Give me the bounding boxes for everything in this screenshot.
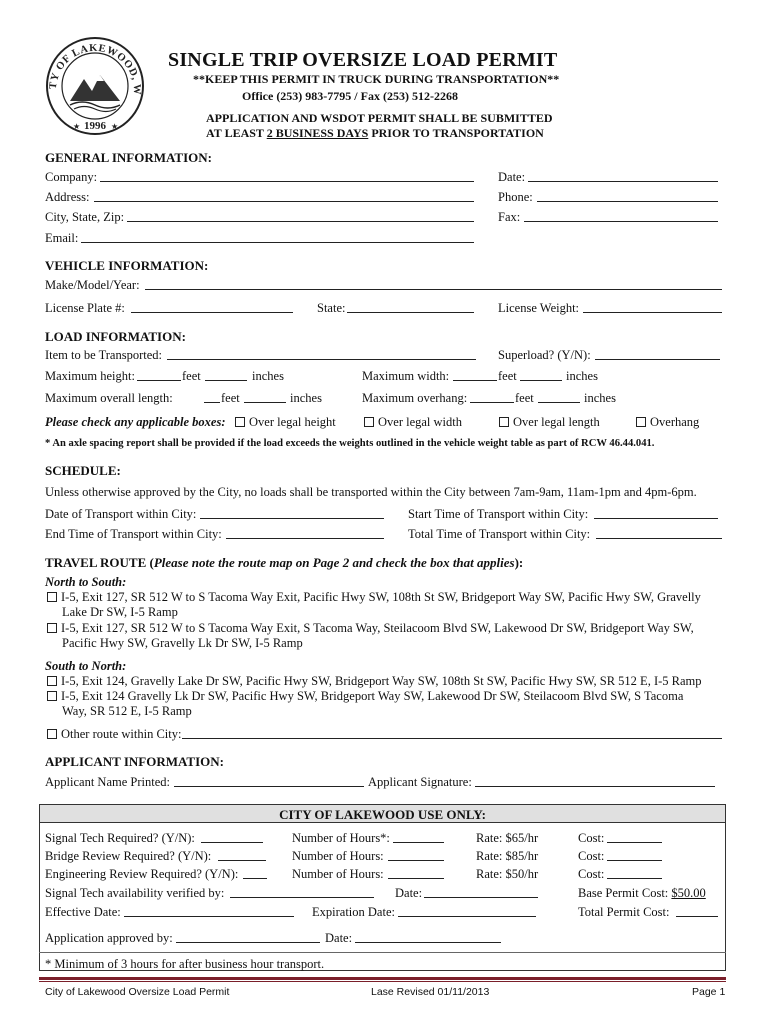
approved-date-field[interactable]	[355, 942, 501, 943]
schedule-heading: SCHEDULE:	[45, 463, 121, 478]
checkbox[interactable]	[47, 592, 57, 602]
engineering-review-required-field[interactable]	[243, 878, 267, 879]
signal-availability-label: Signal Tech availability verified by:	[45, 886, 225, 900]
item-field[interactable]	[167, 359, 476, 360]
cost-label: Cost:	[578, 849, 605, 863]
end-time-label: End Time of Transport within City:	[45, 527, 222, 541]
submit-note-line1: APPLICATION AND WSDOT PERMIT SHALL BE SUBMITTED	[206, 111, 553, 125]
hours-label: Number of Hours:	[292, 849, 384, 863]
weight-label: License Weight:	[498, 301, 580, 315]
max-overhang-feet-field[interactable]	[470, 402, 514, 403]
route-ns-2[interactable]: I-5, Exit 127, SR 512 W to S Tacoma Way Exit, S Tacoma Way, Steilacoom Blvd SW, Lakewood Dr SW, Bridgeport Way SW,	[47, 622, 694, 635]
transport-date-field[interactable]	[200, 518, 384, 519]
seal-year: 1996	[84, 120, 106, 132]
city-use-heading: CITY OF LAKEWOOD USE ONLY:	[279, 807, 486, 822]
applicant-name-label: Applicant Name Printed:	[45, 775, 170, 789]
checkbox[interactable]	[499, 417, 509, 427]
make-field[interactable]	[145, 289, 722, 290]
applicant-signature-field[interactable]	[475, 786, 715, 787]
applicant-name-field[interactable]	[174, 786, 364, 787]
page-title: SINGLE TRIP OVERSIZE LOAD PERMIT	[168, 49, 558, 71]
total-permit-cost-label: Total Permit Cost:	[578, 905, 670, 919]
date-label: Date:	[498, 170, 526, 184]
phone-field[interactable]	[537, 201, 718, 202]
address-label: Address:	[45, 190, 90, 204]
route-sn-1[interactable]: I-5, Exit 124, Gravelly Lake Dr SW, Pacific Hwy SW, Bridgeport Way SW, 108th St SW, Pacific Hwy SW, SR 512 E, I-5 Ramp	[47, 675, 702, 688]
approved-by-label: Application approved by:	[45, 931, 173, 945]
hours-engineering-field[interactable]	[388, 878, 444, 879]
engineering-review-required-label: Engineering Review Required? (Y/N):	[45, 867, 239, 881]
signal-tech-required-field[interactable]	[201, 842, 263, 843]
expiration-date-label: Expiration Date:	[312, 905, 395, 919]
expiration-date-field[interactable]	[398, 916, 536, 917]
max-width-label: Maximum width:	[362, 369, 450, 383]
approved-by-field[interactable]	[176, 942, 320, 943]
north-south-heading: North to South:	[45, 575, 127, 589]
over-legal-width-option[interactable]: Over legal width	[364, 416, 462, 429]
total-time-label: Total Time of Transport within City:	[408, 527, 591, 541]
bridge-review-required-field[interactable]	[218, 860, 266, 861]
inches-label: inches	[584, 391, 616, 405]
availability-date-field[interactable]	[424, 897, 538, 898]
fax-field[interactable]	[524, 221, 718, 222]
fax-label: Fax:	[498, 210, 521, 224]
max-length-inches-field[interactable]	[244, 402, 286, 403]
route-ns-2-cont: Pacific Hwy SW, Gravelly Lk Dr SW, I-5 Ramp	[62, 636, 303, 650]
phone-label: Phone:	[498, 190, 533, 204]
bridge-review-required-label: Bridge Review Required? (Y/N):	[45, 849, 212, 863]
item-label: Item to be Transported:	[45, 348, 163, 362]
cost-signal-field[interactable]	[607, 842, 662, 843]
max-width-inches-field[interactable]	[520, 380, 562, 381]
rate-bridge: Rate: $85/hr	[476, 849, 539, 863]
footer-rule-thin	[39, 981, 726, 982]
state-label: State:	[317, 301, 346, 315]
start-time-field[interactable]	[594, 518, 718, 519]
base-permit-cost: Base Permit Cost: $50.00	[578, 886, 706, 900]
over-legal-height-option[interactable]: Over legal height	[235, 416, 336, 429]
availability-date-label: Date:	[395, 886, 423, 900]
load-heading: LOAD INFORMATION:	[45, 329, 186, 344]
route-heading: TRAVEL ROUTE (Please note the route map on Page 2 and check the box that applies):	[45, 555, 524, 570]
checkbox[interactable]	[47, 623, 57, 633]
seal-text: TY OF LAKEWOOD, W	[47, 42, 143, 95]
other-route-field[interactable]	[182, 738, 722, 739]
cost-label: Cost:	[578, 831, 605, 845]
feet-label: feet	[182, 369, 201, 383]
checkbox[interactable]	[235, 417, 245, 427]
route-sn-2-cont: Way, SR 512 E, I-5 Ramp	[62, 704, 192, 718]
cost-bridge-field[interactable]	[607, 860, 662, 861]
route-ns-1[interactable]: I-5, Exit 127, SR 512 W to S Tacoma Way Exit, Pacific Hwy SW, 108th St SW, Bridgeport Way SW, Pacific Hwy SW, Gravelly	[47, 591, 701, 604]
max-width-feet-field[interactable]	[453, 380, 497, 381]
checkbox[interactable]	[364, 417, 374, 427]
minimum-hours-note: * Minimum of 3 hours for after business hour transport.	[45, 957, 325, 971]
effective-date-field[interactable]	[124, 916, 294, 917]
vehicle-heading: VEHICLE INFORMATION:	[45, 258, 209, 273]
email-label: Email:	[45, 231, 79, 245]
plate-label: License Plate #:	[45, 301, 125, 315]
checkbox[interactable]	[636, 417, 646, 427]
weight-field[interactable]	[583, 312, 722, 313]
footer-title: City of Lakewood Oversize Load Permit	[45, 986, 230, 998]
svg-text:★: ★	[73, 122, 81, 131]
city-label: City, State, Zip:	[45, 210, 125, 224]
plate-field[interactable]	[131, 312, 293, 313]
max-overhang-inches-field[interactable]	[538, 402, 580, 403]
route-sn-2[interactable]: I-5, Exit 124 Gravelly Lk Dr SW, Pacific Hwy SW, Bridgeport Way SW, Lakewood Dr SW, Steilacoom Blvd SW, S Tacoma	[47, 690, 683, 703]
superload-label: Superload? (Y/N):	[498, 348, 591, 362]
rate-signal: Rate: $65/hr	[476, 831, 539, 845]
inches-label: inches	[290, 391, 322, 405]
inches-label: inches	[252, 369, 284, 383]
signal-tech-required-label: Signal Tech Required? (Y/N):	[45, 831, 195, 845]
make-label: Make/Model/Year:	[45, 278, 140, 292]
cost-label: Cost:	[578, 867, 605, 881]
feet-label: feet	[498, 369, 517, 383]
max-length-label: Maximum overall length:	[45, 391, 173, 405]
hours-label: Number of Hours:	[292, 867, 384, 881]
hours-bridge-field[interactable]	[388, 860, 444, 861]
address-field[interactable]	[94, 201, 474, 202]
transport-date-label: Date of Transport within City:	[45, 507, 197, 521]
overhang-option[interactable]: Overhang	[636, 416, 699, 429]
state-field[interactable]	[347, 312, 474, 313]
footer-rule	[39, 977, 726, 980]
footer-page-number: Page 1	[692, 986, 726, 998]
checkbox[interactable]	[47, 729, 57, 739]
email-field[interactable]	[81, 242, 474, 243]
date-field[interactable]	[528, 181, 718, 182]
route-ns-1-cont: Lake Dr SW, I-5 Ramp	[62, 605, 178, 619]
inches-label: inches	[566, 369, 598, 383]
company-field[interactable]	[100, 181, 474, 182]
start-time-label: Start Time of Transport within City:	[408, 507, 589, 521]
general-heading: GENERAL INFORMATION:	[45, 150, 212, 165]
applicant-signature-label: Applicant Signature:	[368, 775, 472, 789]
total-time-field[interactable]	[596, 538, 722, 539]
applicant-heading: APPLICANT INFORMATION:	[45, 754, 224, 769]
company-label: Company:	[45, 170, 98, 184]
submit-note-line2: AT LEAST 2 BUSINESS DAYS PRIOR TO TRANSPORTATION	[206, 126, 544, 140]
checkbox[interactable]	[47, 676, 57, 686]
superload-field[interactable]	[595, 359, 720, 360]
other-route-option[interactable]: Other route within City:	[47, 728, 181, 741]
min-note-divider	[39, 952, 726, 953]
city-field[interactable]	[127, 221, 474, 222]
cost-engineering-field[interactable]	[607, 878, 662, 879]
signal-availability-field[interactable]	[230, 897, 374, 898]
feet-label: feet	[221, 391, 240, 405]
approved-date-label: Date:	[325, 931, 353, 945]
hours-signal-field[interactable]	[393, 842, 444, 843]
end-time-field[interactable]	[226, 538, 384, 539]
footer-revised: Lase Revised 01/11/2013	[371, 986, 490, 998]
base-permit-cost-value: $50.00	[671, 886, 706, 900]
city-seal	[44, 35, 146, 137]
checkbox[interactable]	[47, 691, 57, 701]
effective-date-label: Effective Date:	[45, 905, 121, 919]
hours-star-label: Number of Hours*:	[292, 831, 390, 845]
axle-note: * An axle spacing report shall be provided if the load exceeds the weights outlined in the vehicle weight table as part of RCW 46.44.041.	[45, 438, 655, 449]
max-height-inches-field[interactable]	[205, 380, 247, 381]
max-length-feet-field[interactable]	[204, 402, 220, 403]
over-legal-length-option[interactable]: Over legal length	[499, 416, 600, 429]
south-north-heading: South to North:	[45, 659, 127, 673]
contact-info: Office (253) 983-7795 / Fax (253) 512-2268	[242, 89, 458, 103]
svg-text:★: ★	[111, 122, 119, 131]
max-height-label: Maximum height:	[45, 369, 135, 383]
schedule-text: Unless otherwise approved by the City, no loads shall be transported within the City between 7am-9am, 11am-1pm and 4pm-6pm.	[45, 485, 697, 499]
feet-label: feet	[515, 391, 534, 405]
rate-engineering: Rate: $50/hr	[476, 867, 539, 881]
max-overhang-label: Maximum overhang:	[362, 391, 468, 405]
check-boxes-label: Please check any applicable boxes:	[45, 415, 226, 429]
max-height-feet-field[interactable]	[137, 380, 181, 381]
total-permit-cost-field[interactable]	[676, 916, 718, 917]
keep-note: **KEEP THIS PERMIT IN TRUCK DURING TRANSPORTATION**	[193, 72, 560, 86]
